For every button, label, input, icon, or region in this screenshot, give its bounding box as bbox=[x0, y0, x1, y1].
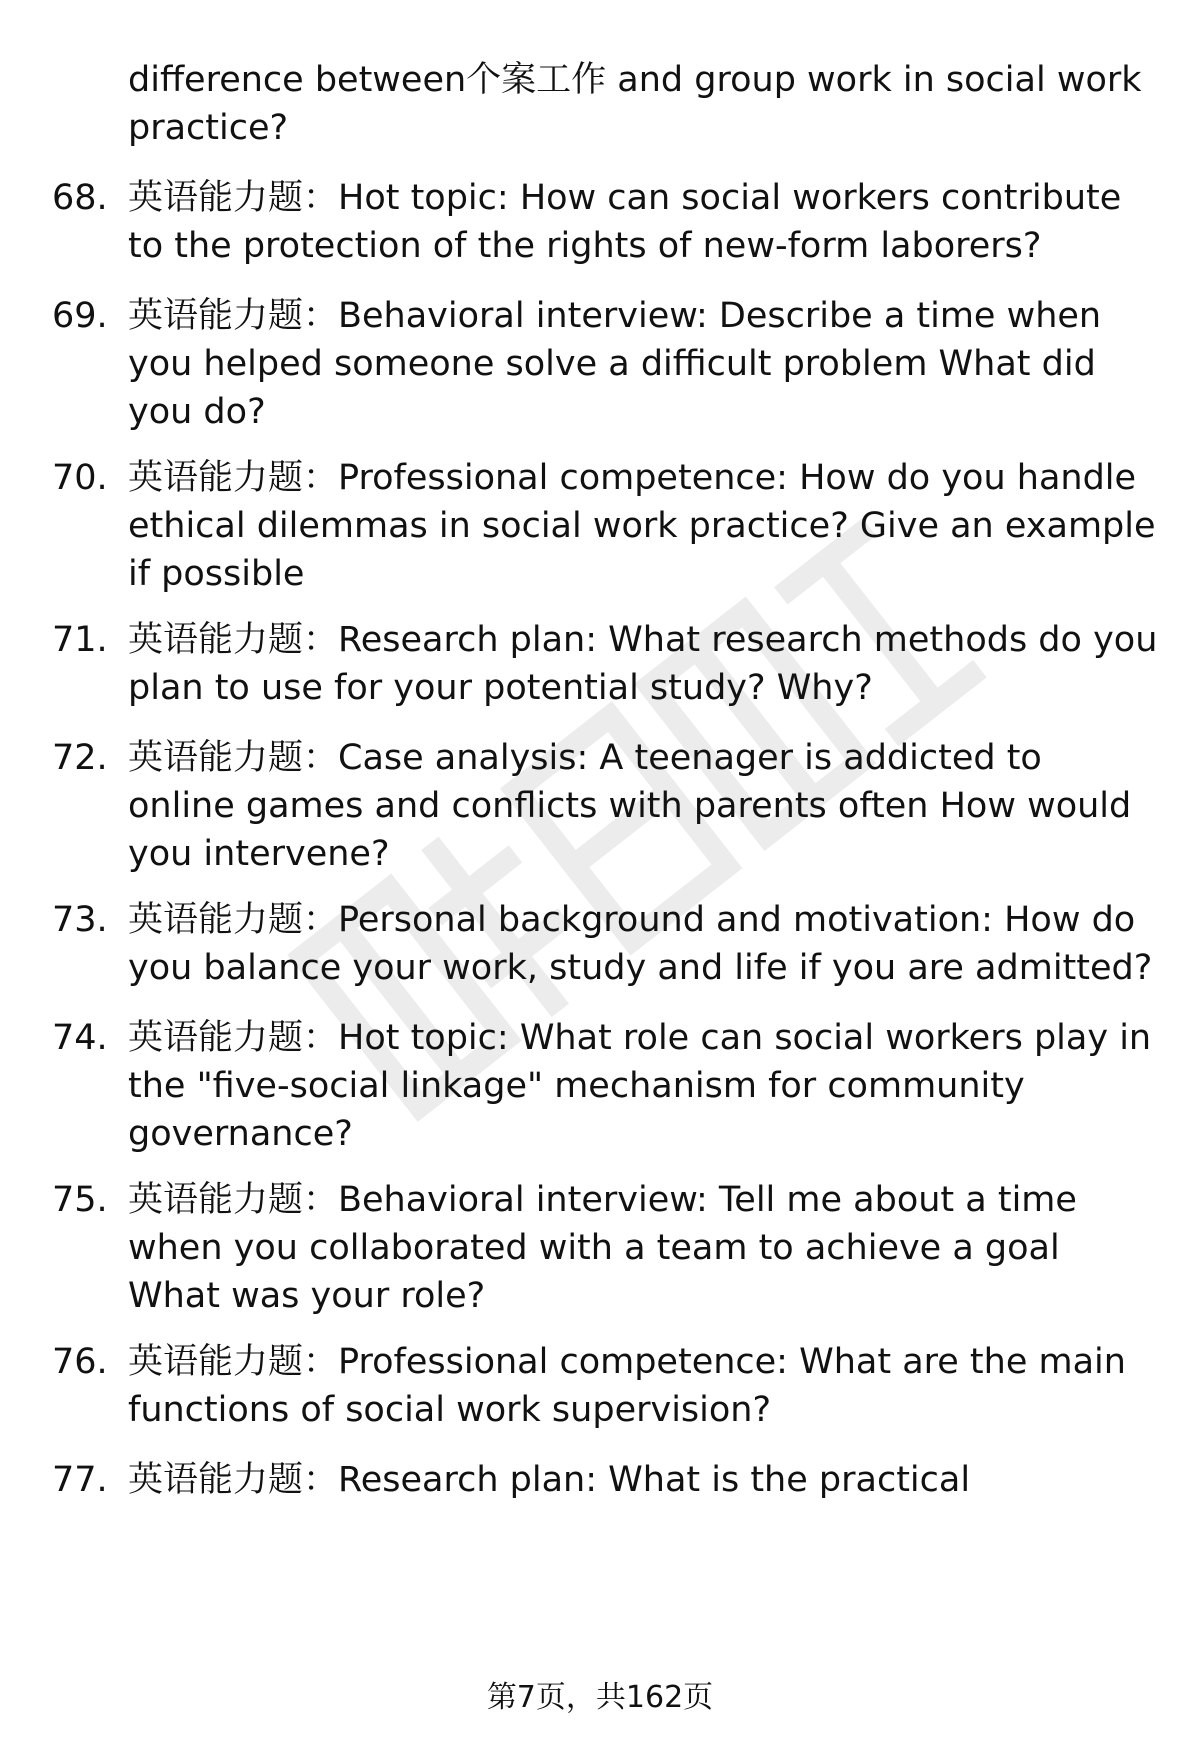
question-number: 68. bbox=[52, 178, 108, 218]
question-text: 英语能力题：Behavioral interview: Tell me about a time when you collaborated with a team to achieve a goal What was your role? bbox=[128, 1180, 1077, 1316]
continuation-text: difference between个案工作 and group work in social work practice? bbox=[128, 60, 1142, 148]
question-text: 英语能力题：Research plan: What is the practical bbox=[128, 1460, 971, 1500]
question-text: 英语能力题：Hot topic: What role can social workers play in the "five-social linkage" mechanism for community governance? bbox=[128, 1018, 1152, 1154]
question-number: 69. bbox=[52, 296, 108, 336]
question-number: 77. bbox=[52, 1460, 108, 1500]
question-text: 英语能力题：Professional competence: What are the main functions of social work supervision? bbox=[128, 1342, 1126, 1430]
question-text: 英语能力题：Personal background and motivation: How do you balance your work, study and life if you are admitted? bbox=[128, 900, 1153, 988]
question-number: 72. bbox=[52, 738, 108, 778]
question-text: 英语能力题：Case analysis: A teenager is addicted to online games and conflicts with parents often How would you intervene? bbox=[128, 738, 1132, 874]
question-number: 70. bbox=[52, 458, 108, 498]
question-number: 73. bbox=[52, 900, 108, 940]
question-text: 英语能力题：Hot topic: How can social workers contribute to the protection of the rights of new-form laborers? bbox=[128, 178, 1122, 266]
question-number: 75. bbox=[52, 1180, 108, 1220]
question-text: 英语能力题：Professional competence: How do you handle ethical dilemmas in social work practice? Give an example if possible bbox=[128, 458, 1156, 594]
question-number: 76. bbox=[52, 1342, 108, 1382]
question-number: 74. bbox=[52, 1018, 108, 1058]
page-footer: 第7页，共162页 bbox=[486, 1680, 714, 1715]
question-text: 英语能力题：Behavioral interview: Describe a time when you helped someone solve a difficult problem What did you do? bbox=[128, 296, 1102, 432]
question-text: 英语能力题：Research plan: What research methods do you plan to use for your potential study? Why? bbox=[128, 620, 1158, 708]
question-number: 71. bbox=[52, 620, 108, 660]
